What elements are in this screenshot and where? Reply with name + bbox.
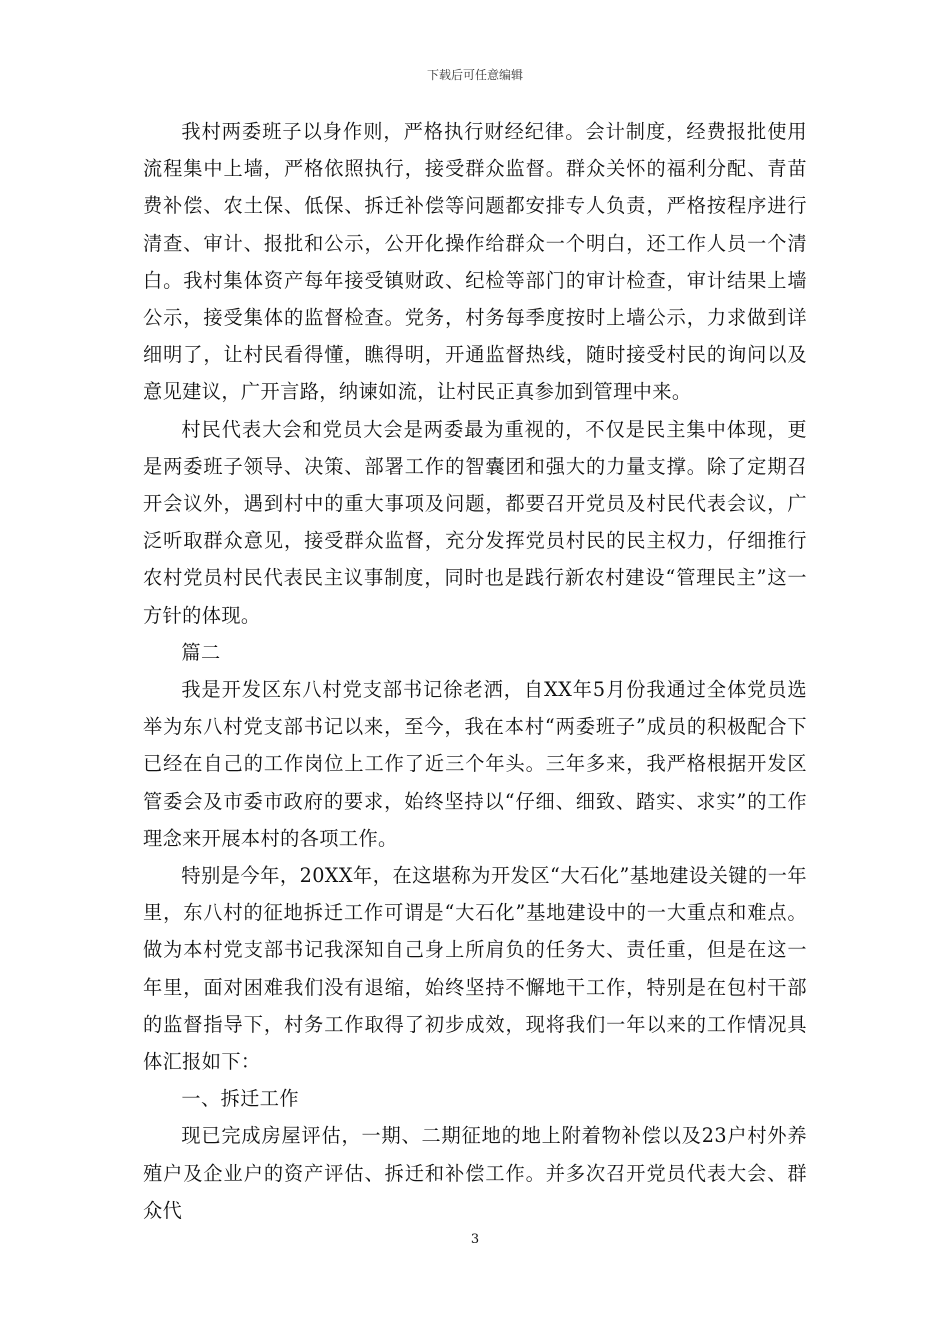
section-heading-part-two: 篇二 [181, 640, 221, 664]
document-body [143, 113, 807, 1229]
paragraph-this-year: 特别是今年，20XX年，在这堪称为开发区“大石化”基地建设关键的一年里，东八村的征地拆迁工作可谓是“大石化”基地建设中的一大重点和难点。做为本村党支部书记我深知自己身上所肩负的任务大、责任重，但是在这一年里，面对困难我们没有退缩，始终坚持不懈地干工作，特别是在包村干部的监督指导下，村务工作取得了初步成效，现将我们一年以来的工作情况具体汇报如下： [143, 864, 807, 1074]
page-number: 3 [470, 1232, 480, 1247]
paragraph-representative-meetings: 村民代表大会和党员大会是两委最为重视的，不仅是民主集中体现，更是两委班子领导、决策、部署工作的智囊团和强大的力量支撑。除了定期召开会议外，遇到村中的重大事项及问题，都要召开党员及村民代表会议，广泛听取群众意见，接受群众监督，充分发挥党员村民的民主权力，仔细推行农村党员村民代表民主议事制度，同时也是践行新农村建设“管理民主”这一方针的体现。 [143, 417, 807, 627]
paragraph-introduction: 我是开发区东八村党支部书记徐老洒，自XX年5月份我通过全体党员选举为东八村党支部书记以来，至今，我在本村“两委班子”成员的积极配合下已经在自己的工作岗位上工作了近三个年头。三年多来，我严格根据开发区管委会及市委市政府的要求，始终坚持以“仔细、细致、踏实、求实”的工作理念来开展本村的各项工作。 [143, 678, 807, 850]
page-header: 下载后可任意编辑 [426, 68, 523, 82]
section-heading-demolition: 一、拆迁工作 [181, 1087, 299, 1111]
paragraph-finance-discipline: 我村两委班子以身作则，严格执行财经纪律。会计制度，经费报批使用流程集中上墙，严格依照执行，接受群众监督。群众关怀的福利分配、青苗费补偿、农土保、低保、拆迁补偿等问题都安排专人负责，严格按程序进行清查、审计、报批和公示，公开化操作给群众一个明白，还工作人员一个清白。我村集体资产每年接受镇财政、纪检等部门的审计检查，审计结果上墙公示，接受集体的监督检查。党务，村务每季度按时上墙公示，力求做到详细明了，让村民看得懂，瞧得明，开通监督热线，随时接受村民的询问以及意见建议，广开言路，纳谏如流，让村民正真参加到管理中来。 [143, 120, 807, 404]
paragraph-demolition-progress: 现已完成房屋评估，一期、二期征地的地上附着物补偿以及23户村外养殖户及企业户的资产评估、拆迁和补偿工作。并多次召开党员代表大会、群众代 [143, 1124, 807, 1222]
